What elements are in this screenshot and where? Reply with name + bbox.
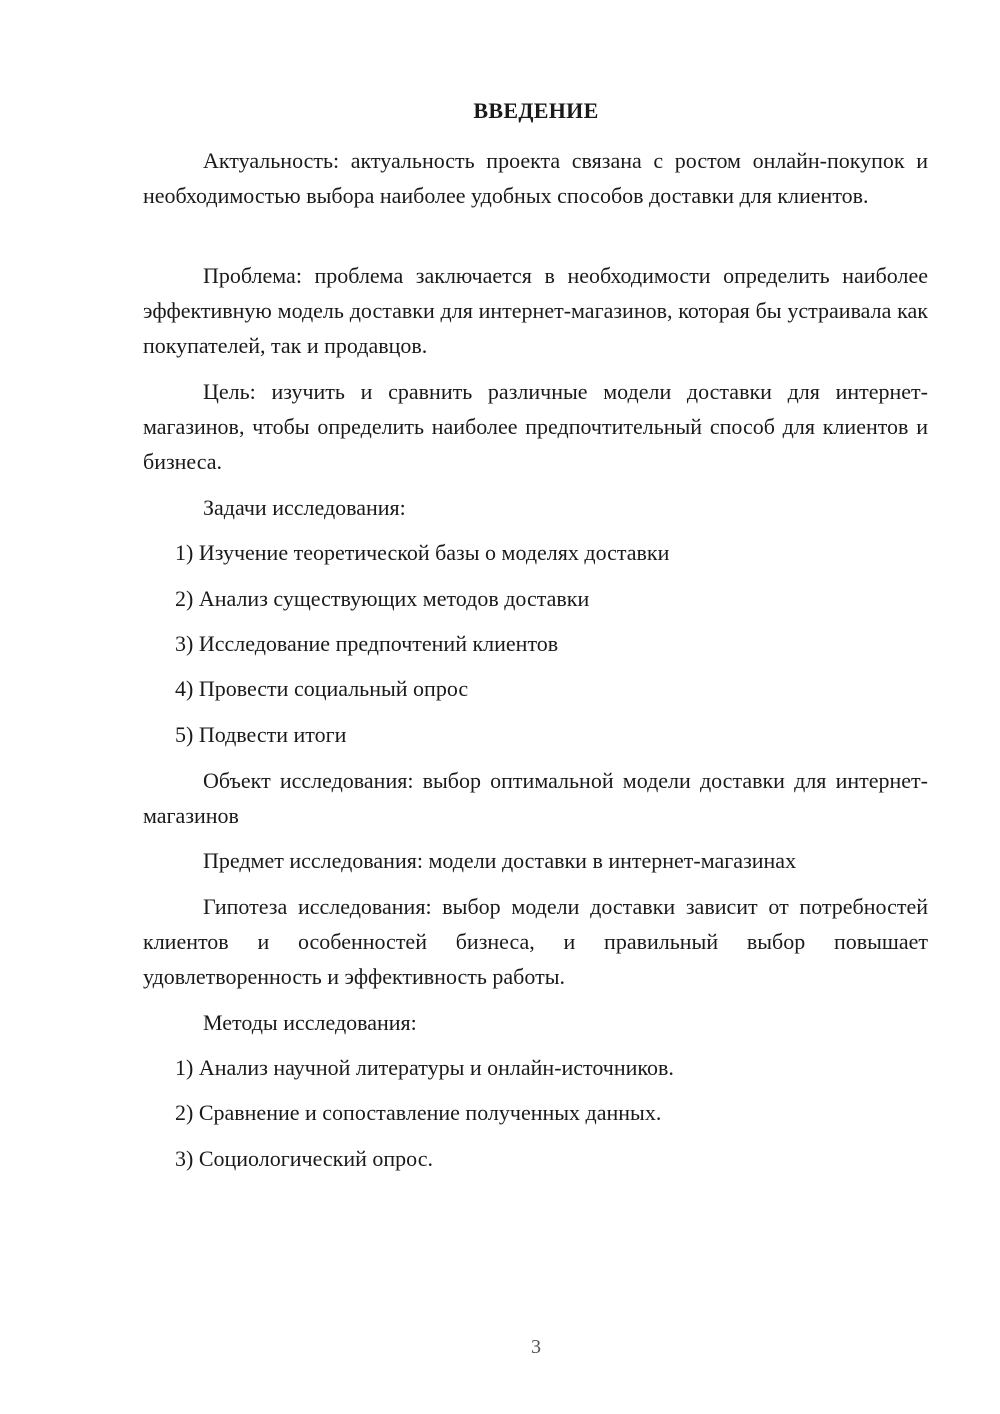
problem-block — [143, 258, 928, 363]
list-item: 3) Социологический опрос. — [175, 1146, 433, 1171]
subject-block — [143, 843, 928, 878]
problem-paragraph: Проблема: проблема заключается в необходимости определить наиболее эффективную модель доставки для интернет-магазинов, которая бы устраивала как покупателей, так и продавцов. — [143, 263, 928, 358]
subject-paragraph: Предмет исследования: модели доставки в интернет-магазинах — [203, 848, 797, 873]
hypothesis-paragraph: Гипотеза исследования: выбор модели доставки зависит от потребностей клиентов и особенностей бизнеса, и правильный выбор повышает удовлетворенность и эффективность работы. — [143, 894, 928, 989]
list-item: 1) Анализ научной литературы и онлайн-источников. — [175, 1055, 674, 1080]
tasks-item-5-block — [143, 717, 928, 752]
tasks-label: Задачи исследования: — [203, 495, 406, 520]
page-title: ВВЕДЕНИЕ — [473, 98, 599, 123]
methods-item-2-block — [143, 1095, 928, 1130]
list-item: 5) Подвести итоги — [175, 722, 347, 747]
list-item: 3) Исследование предпочтений клиентов — [175, 631, 559, 656]
tasks-item-2-block — [143, 581, 928, 616]
tasks-item-3-block — [143, 626, 928, 661]
goal-paragraph: Цель: изучить и сравнить различные модели доставки для интернет-магазинов, чтобы определить наиболее предпочтительный способ для клиентов и бизнеса. — [143, 379, 928, 474]
methods-item-1-block — [143, 1050, 928, 1085]
methods-item-3-block — [143, 1141, 928, 1176]
list-item: 4) Провести социальный опрос — [175, 676, 469, 701]
tasks-label-block — [143, 490, 928, 525]
relevance-block — [143, 143, 928, 213]
list-item: 2) Анализ существующих методов доставки — [175, 586, 590, 611]
methods-label-block — [143, 1005, 928, 1040]
tasks-item-4-block — [143, 671, 928, 706]
methods-label: Методы исследования: — [203, 1010, 417, 1035]
page-number: 3 — [531, 1336, 541, 1358]
list-item: 1) Изучение теоретической базы о моделях доставки — [175, 540, 670, 565]
tasks-item-1-block — [143, 535, 928, 570]
object-block — [143, 763, 928, 833]
object-paragraph: Объект исследования: выбор оптимальной модели доставки для интернет-магазинов — [143, 768, 928, 828]
hypothesis-block — [143, 889, 928, 994]
goal-block — [143, 374, 928, 479]
list-item: 2) Сравнение и сопоставление полученных данных. — [175, 1100, 662, 1125]
relevance-paragraph: Актуальность: актуальность проекта связана с ростом онлайн-покупок и необходимостью выбора наиболее удобных способов доставки для клиентов. — [143, 148, 928, 208]
